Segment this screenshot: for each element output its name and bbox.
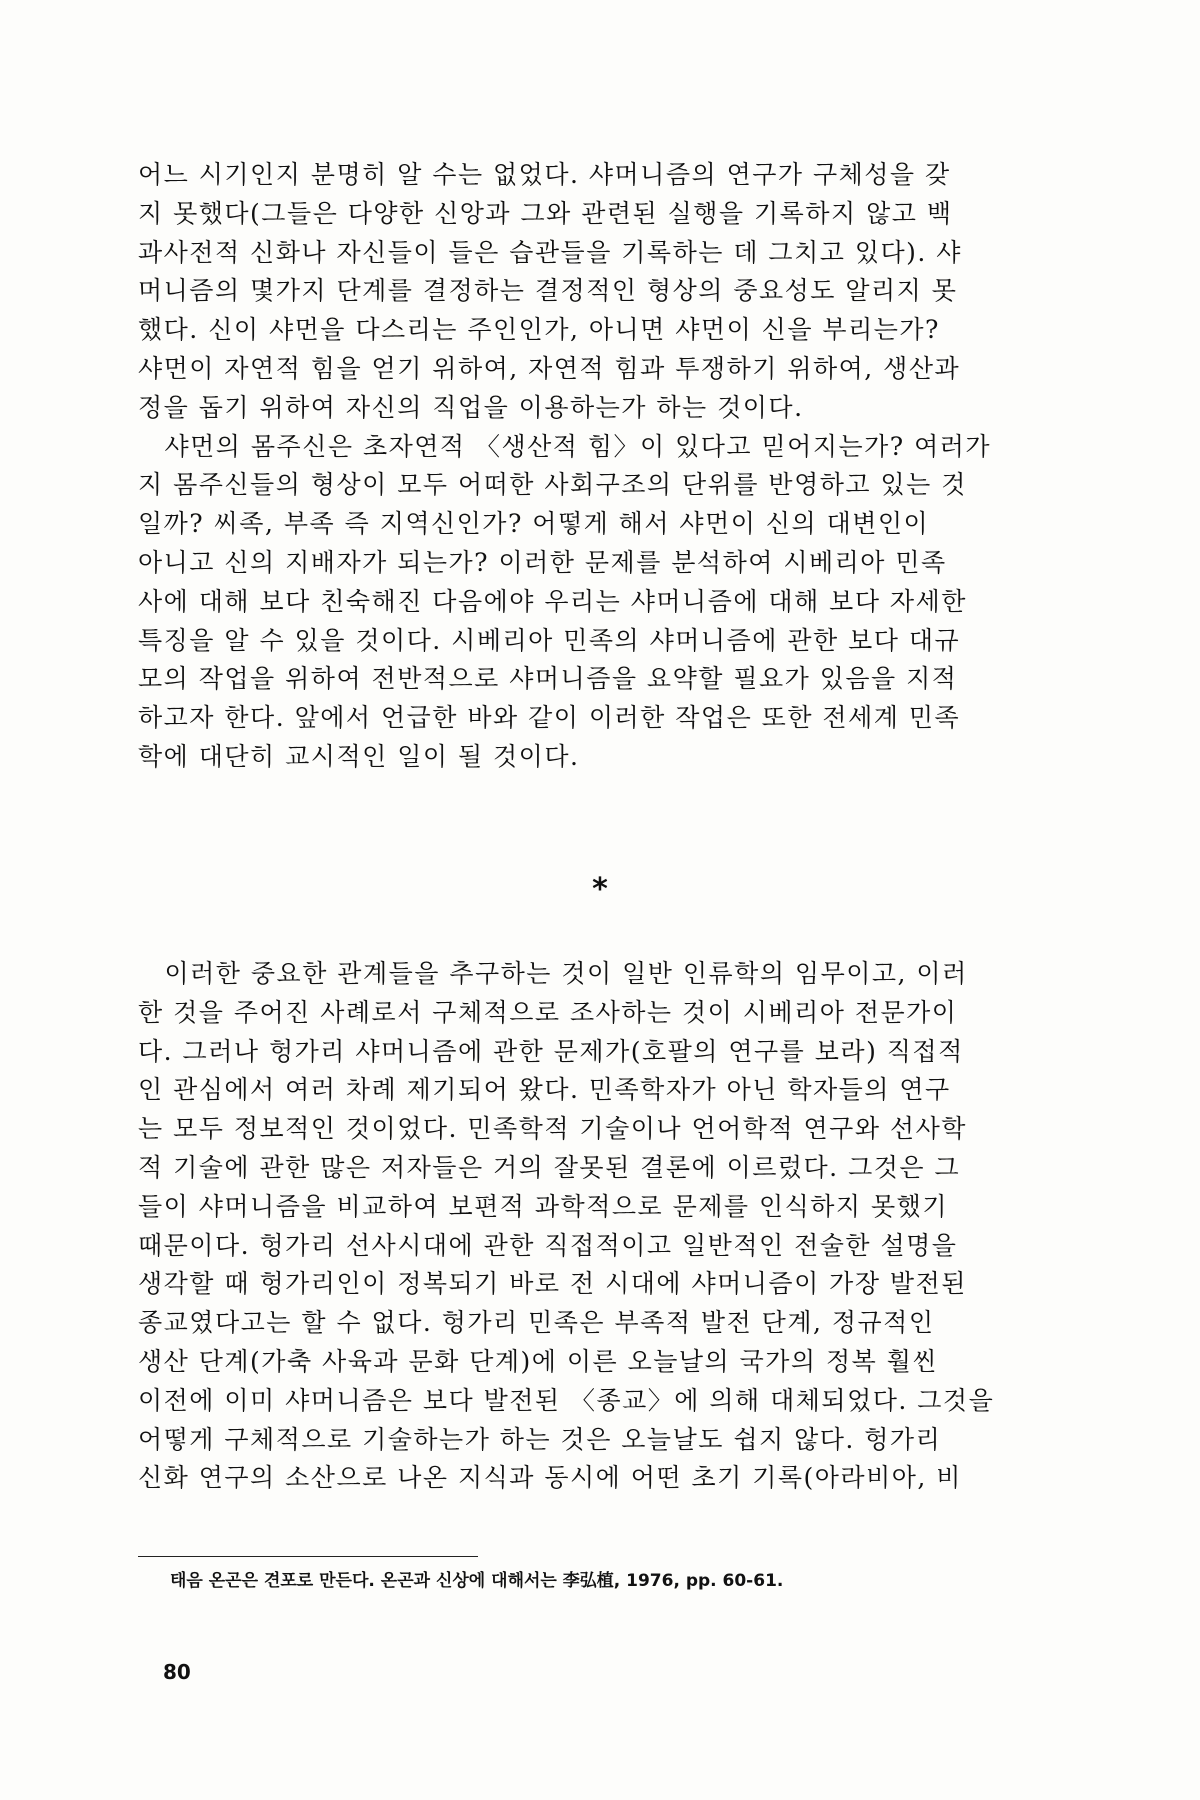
text-line: 어떻게 구체적으로 기술하는가 하는 것은 오늘날도 쉽지 않다. 헝가리 — [138, 1424, 942, 1454]
text-line: 과사전적 신화나 자신들이 들은 습관들을 기록하는 데 그치고 있다). 샤 — [138, 237, 962, 267]
text-line: 사에 대해 보다 친숙해진 다음에야 우리는 샤머니즘에 대해 보다 자세한 — [138, 586, 967, 616]
text-line: 모의 작업을 위하여 전반적으로 샤머니즘을 요약할 필요가 있음을 지적 — [138, 664, 958, 694]
text-line: 신화 연구의 소산으로 나온 지식과 동시에 어떤 초기 기록(아라비아, 비 — [138, 1463, 962, 1493]
text-line: 는 모두 정보적인 것이었다. 민족학적 기술이나 언어학적 연구와 선사학 — [138, 1114, 967, 1144]
text-line: 생각할 때 헝가리인이 정복되기 바로 전 시대에 샤머니즘이 가장 발전된 — [138, 1269, 967, 1299]
text-line: 한 것을 주어진 사례로서 구체적으로 조사하는 것이 시베리아 전문가이 — [138, 997, 958, 1027]
main-text-top — [138, 156, 1083, 777]
text-line: 이러한 중요한 관계들을 추구하는 것이 일반 인류학의 임무이고, 이러 — [138, 959, 968, 988]
footnote: 태음 온곤은 견포로 만든다. 온곤과 신상에 대해서는 李弘植, 1976, pp. 60-61. — [170, 1571, 784, 1591]
text-line: 적 기술에 관한 많은 저자들은 거의 잘못된 결론에 이르렀다. 그것은 그 — [138, 1152, 961, 1182]
text-line: 정을 돕기 위하여 자신의 직업을 이용하는가 하는 것이다. — [138, 392, 804, 422]
text-line: 샤먼이 자연적 힘을 얻기 위하여, 자연적 힘과 투쟁하기 위하여, 생산과 — [138, 353, 961, 383]
text-line: 하고자 한다. 앞에서 언급한 바와 같이 이러한 작업은 또한 전세계 민족 — [138, 703, 961, 733]
text-line: 이전에 이미 샤머니즘은 보다 발전된 〈종교〉에 의해 대체되었다. 그것을 — [138, 1385, 995, 1415]
text-line: 다. 그러나 헝가리 샤머니즘에 관한 문제가(호팔의 연구를 보라) 직접적 — [138, 1036, 964, 1066]
text-line: 샤먼의 몸주신은 초자연적 〈생산적 힘〉이 있다고 믿어지는가? 여러가 — [138, 431, 992, 461]
text-line: 머니즘의 몇가지 단계를 결정하는 결정적인 형상의 중요성도 알리지 못 — [138, 276, 958, 306]
text-line: 때문이다. 헝가리 선사시대에 관한 직접적이고 일반적인 전술한 설명을 — [138, 1230, 958, 1260]
text-line: 특징을 알 수 있을 것이다. 시베리아 민족의 샤머니즘에 관한 보다 대규 — [138, 625, 961, 655]
footnote-divider — [138, 1556, 478, 1557]
main-text-bottom — [138, 955, 1083, 1498]
text-line: 생산 단계(가축 사육과 문화 단계)에 이른 오늘날의 국가의 정복 훨씬 — [138, 1346, 939, 1376]
text-line: 어느 시기인지 분명히 알 수는 없었다. 샤머니즘의 연구가 구체성을 갖 — [138, 160, 951, 189]
text-line: 지 몸주신들의 형상이 모두 어떠한 사회구조의 단위를 반영하고 있는 것 — [138, 470, 967, 500]
text-line: 했다. 신이 샤먼을 다스리는 주인인가, 아니면 샤먼이 신을 부리는가? — [138, 315, 940, 345]
text-line: 학에 대단히 교시적인 일이 될 것이다. — [138, 741, 580, 771]
text-line: 아니고 신의 지배자가 되는가? 이러한 문제를 분석하여 시베리아 민족 — [138, 547, 947, 577]
section-separator: * — [592, 872, 608, 907]
text-line: 인 관심에서 여러 차례 제기되어 왔다. 민족학자가 아닌 학자들의 연구 — [138, 1075, 951, 1105]
text-line: 들이 샤머니즘을 비교하여 보편적 과학적으로 문제를 인식하지 못했기 — [138, 1191, 948, 1221]
text-line: 지 못했다(그들은 다양한 신앙과 그와 관련된 실행을 기록하지 않고 백 — [138, 198, 953, 228]
text-line: 일까? 씨족, 부족 즉 지역신인가? 어떻게 해서 샤먼이 신의 대변인이 — [138, 509, 930, 539]
text-line: 종교였다고는 할 수 없다. 헝가리 민족은 부족적 발전 단계, 정규적인 — [138, 1308, 935, 1338]
page-number: 80 — [163, 1660, 191, 1684]
